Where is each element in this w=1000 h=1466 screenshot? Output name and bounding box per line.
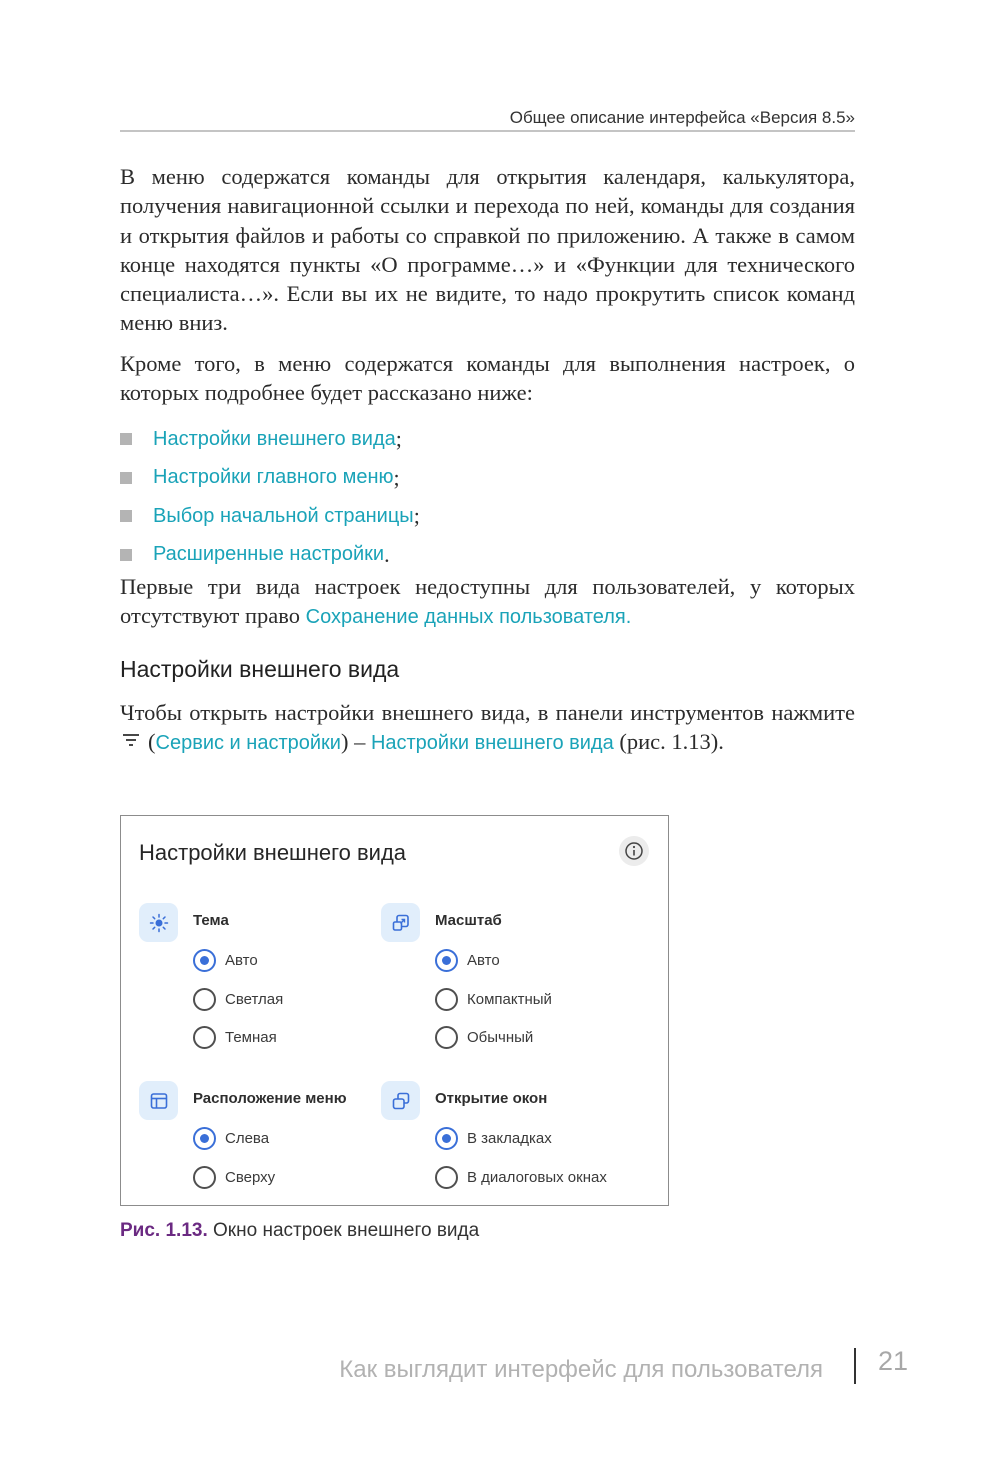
radio-button[interactable] — [435, 988, 458, 1011]
scale-group — [381, 903, 651, 1053]
header-rule — [120, 130, 855, 132]
radio-button-checked[interactable] — [193, 949, 216, 972]
scale-title: Масштаб — [435, 912, 502, 929]
option-label: Светлая — [225, 990, 284, 1008]
info-button[interactable] — [619, 836, 649, 866]
info-icon — [624, 841, 644, 861]
theme-group — [139, 903, 379, 1053]
list-item-suffix: ; — [395, 426, 402, 452]
menu-position-option-left[interactable] — [193, 1126, 269, 1150]
appearance-settings-dialog — [120, 815, 669, 1206]
figure-reference: (рис. 1.13). — [619, 729, 724, 755]
radio-button[interactable] — [435, 1026, 458, 1049]
list-item-suffix: . — [384, 541, 390, 567]
service-menu-icon — [122, 733, 140, 749]
paragraph-menu-commands: В меню содержатся команды для открытия календаря, калькулятора, получения навигационной ссылки и перехода по ней, команды для создания и открытия файлов и работы со справкой по приложению. А также в самом конце находятся пункты «О программе…» и «Функции для технического специалиста…». Если вы их не видите, то надо прокрутить список команд меню вниз. — [120, 164, 855, 336]
window-opening-title: Открытие окон — [435, 1090, 548, 1107]
list-item-suffix: ; — [393, 464, 400, 490]
bullet-square-icon — [120, 549, 132, 561]
open-paren: ( — [148, 729, 156, 755]
paragraph-text: Первые три вида настроек недоступны для пользователей, у которых отсутствуют право — [120, 574, 855, 629]
link-advanced-settings[interactable]: Расширенные настройки — [153, 543, 385, 566]
scale-option-compact[interactable] — [435, 987, 552, 1011]
paragraph-unavailable — [120, 572, 855, 633]
caption-label: Рис. 1.13. — [120, 1220, 208, 1241]
theme-option-auto[interactable] — [193, 948, 258, 972]
list-item-suffix: ; — [413, 503, 420, 529]
link-service-and-settings[interactable]: Сервис и настройки — [155, 732, 341, 755]
bullet-square-icon — [120, 510, 132, 522]
bullet-square-icon — [120, 472, 132, 484]
running-head: Общее описание интерфейса «Версия 8.5» — [509, 108, 855, 127]
link-main-menu-settings[interactable]: Настройки главного меню — [153, 466, 394, 489]
option-label: Слева — [225, 1129, 270, 1147]
radio-button-checked[interactable] — [193, 1127, 216, 1150]
footer-divider — [854, 1348, 856, 1384]
radio-button[interactable] — [435, 1166, 458, 1189]
option-label: Авто — [467, 951, 500, 969]
bullet-square-icon — [120, 433, 132, 445]
paragraph-text: Чтобы открыть настройки внешнего вида, в панели инструментов нажмите — [120, 700, 855, 725]
option-label: Компактный — [467, 990, 552, 1008]
list-item — [120, 420, 855, 459]
radio-button-checked[interactable] — [435, 949, 458, 972]
scale-icon — [381, 903, 420, 942]
list-item — [120, 497, 855, 536]
footer-chapter-title: Как выглядит интерфейс для пользователя — [339, 1356, 823, 1383]
option-label: Обычный — [467, 1028, 534, 1046]
figure-caption — [120, 1220, 479, 1242]
link-appearance-settings-2[interactable]: Настройки внешнего вида — [370, 732, 614, 755]
window-opening-option-tabs[interactable] — [435, 1126, 552, 1150]
paragraph-open-settings — [120, 698, 855, 759]
radio-button[interactable] — [193, 1166, 216, 1189]
radio-button[interactable] — [193, 1026, 216, 1049]
link-start-page[interactable]: Выбор начальной страницы — [153, 504, 414, 527]
caption-text: Окно настроек внешнего вида — [213, 1220, 480, 1241]
menu-position-group — [139, 1081, 379, 1191]
menu-position-option-top[interactable] — [193, 1165, 275, 1189]
layout-icon — [139, 1081, 178, 1120]
theme-option-light[interactable] — [193, 987, 283, 1011]
option-label: В закладках — [467, 1129, 552, 1147]
radio-button[interactable] — [193, 988, 216, 1011]
window-opening-group — [381, 1081, 656, 1191]
dialog-title: Настройки внешнего вида — [139, 840, 407, 865]
windows-icon — [381, 1081, 420, 1120]
option-label: Сверху — [225, 1168, 276, 1186]
section-heading: Настройки внешнего вида — [120, 656, 400, 682]
link-appearance-settings[interactable]: Настройки внешнего вида — [153, 427, 396, 450]
paragraph-settings-intro: Кроме того, в меню содержатся команды для выполнения настроек, о которых подробнее будет рассказано ниже: — [120, 351, 855, 406]
list-item — [120, 459, 855, 498]
menu-position-title: Расположение меню — [193, 1090, 347, 1107]
option-label: Авто — [225, 951, 258, 969]
window-opening-option-dialogs[interactable] — [435, 1165, 607, 1189]
theme-title: Тема — [193, 912, 229, 929]
scale-option-auto[interactable] — [435, 948, 500, 972]
option-label: Темная — [225, 1028, 277, 1046]
scale-option-normal[interactable] — [435, 1025, 533, 1049]
theme-option-dark[interactable] — [193, 1025, 277, 1049]
page-number: 21 — [878, 1346, 909, 1376]
dash-text: ) – — [340, 729, 366, 755]
radio-button-checked[interactable] — [435, 1127, 458, 1150]
sun-icon — [139, 903, 178, 942]
settings-list — [120, 420, 855, 574]
link-save-user-data[interactable]: Сохранение данных пользователя. — [305, 606, 632, 629]
option-label: В диалоговых окнах — [467, 1168, 607, 1186]
list-item — [120, 536, 855, 575]
